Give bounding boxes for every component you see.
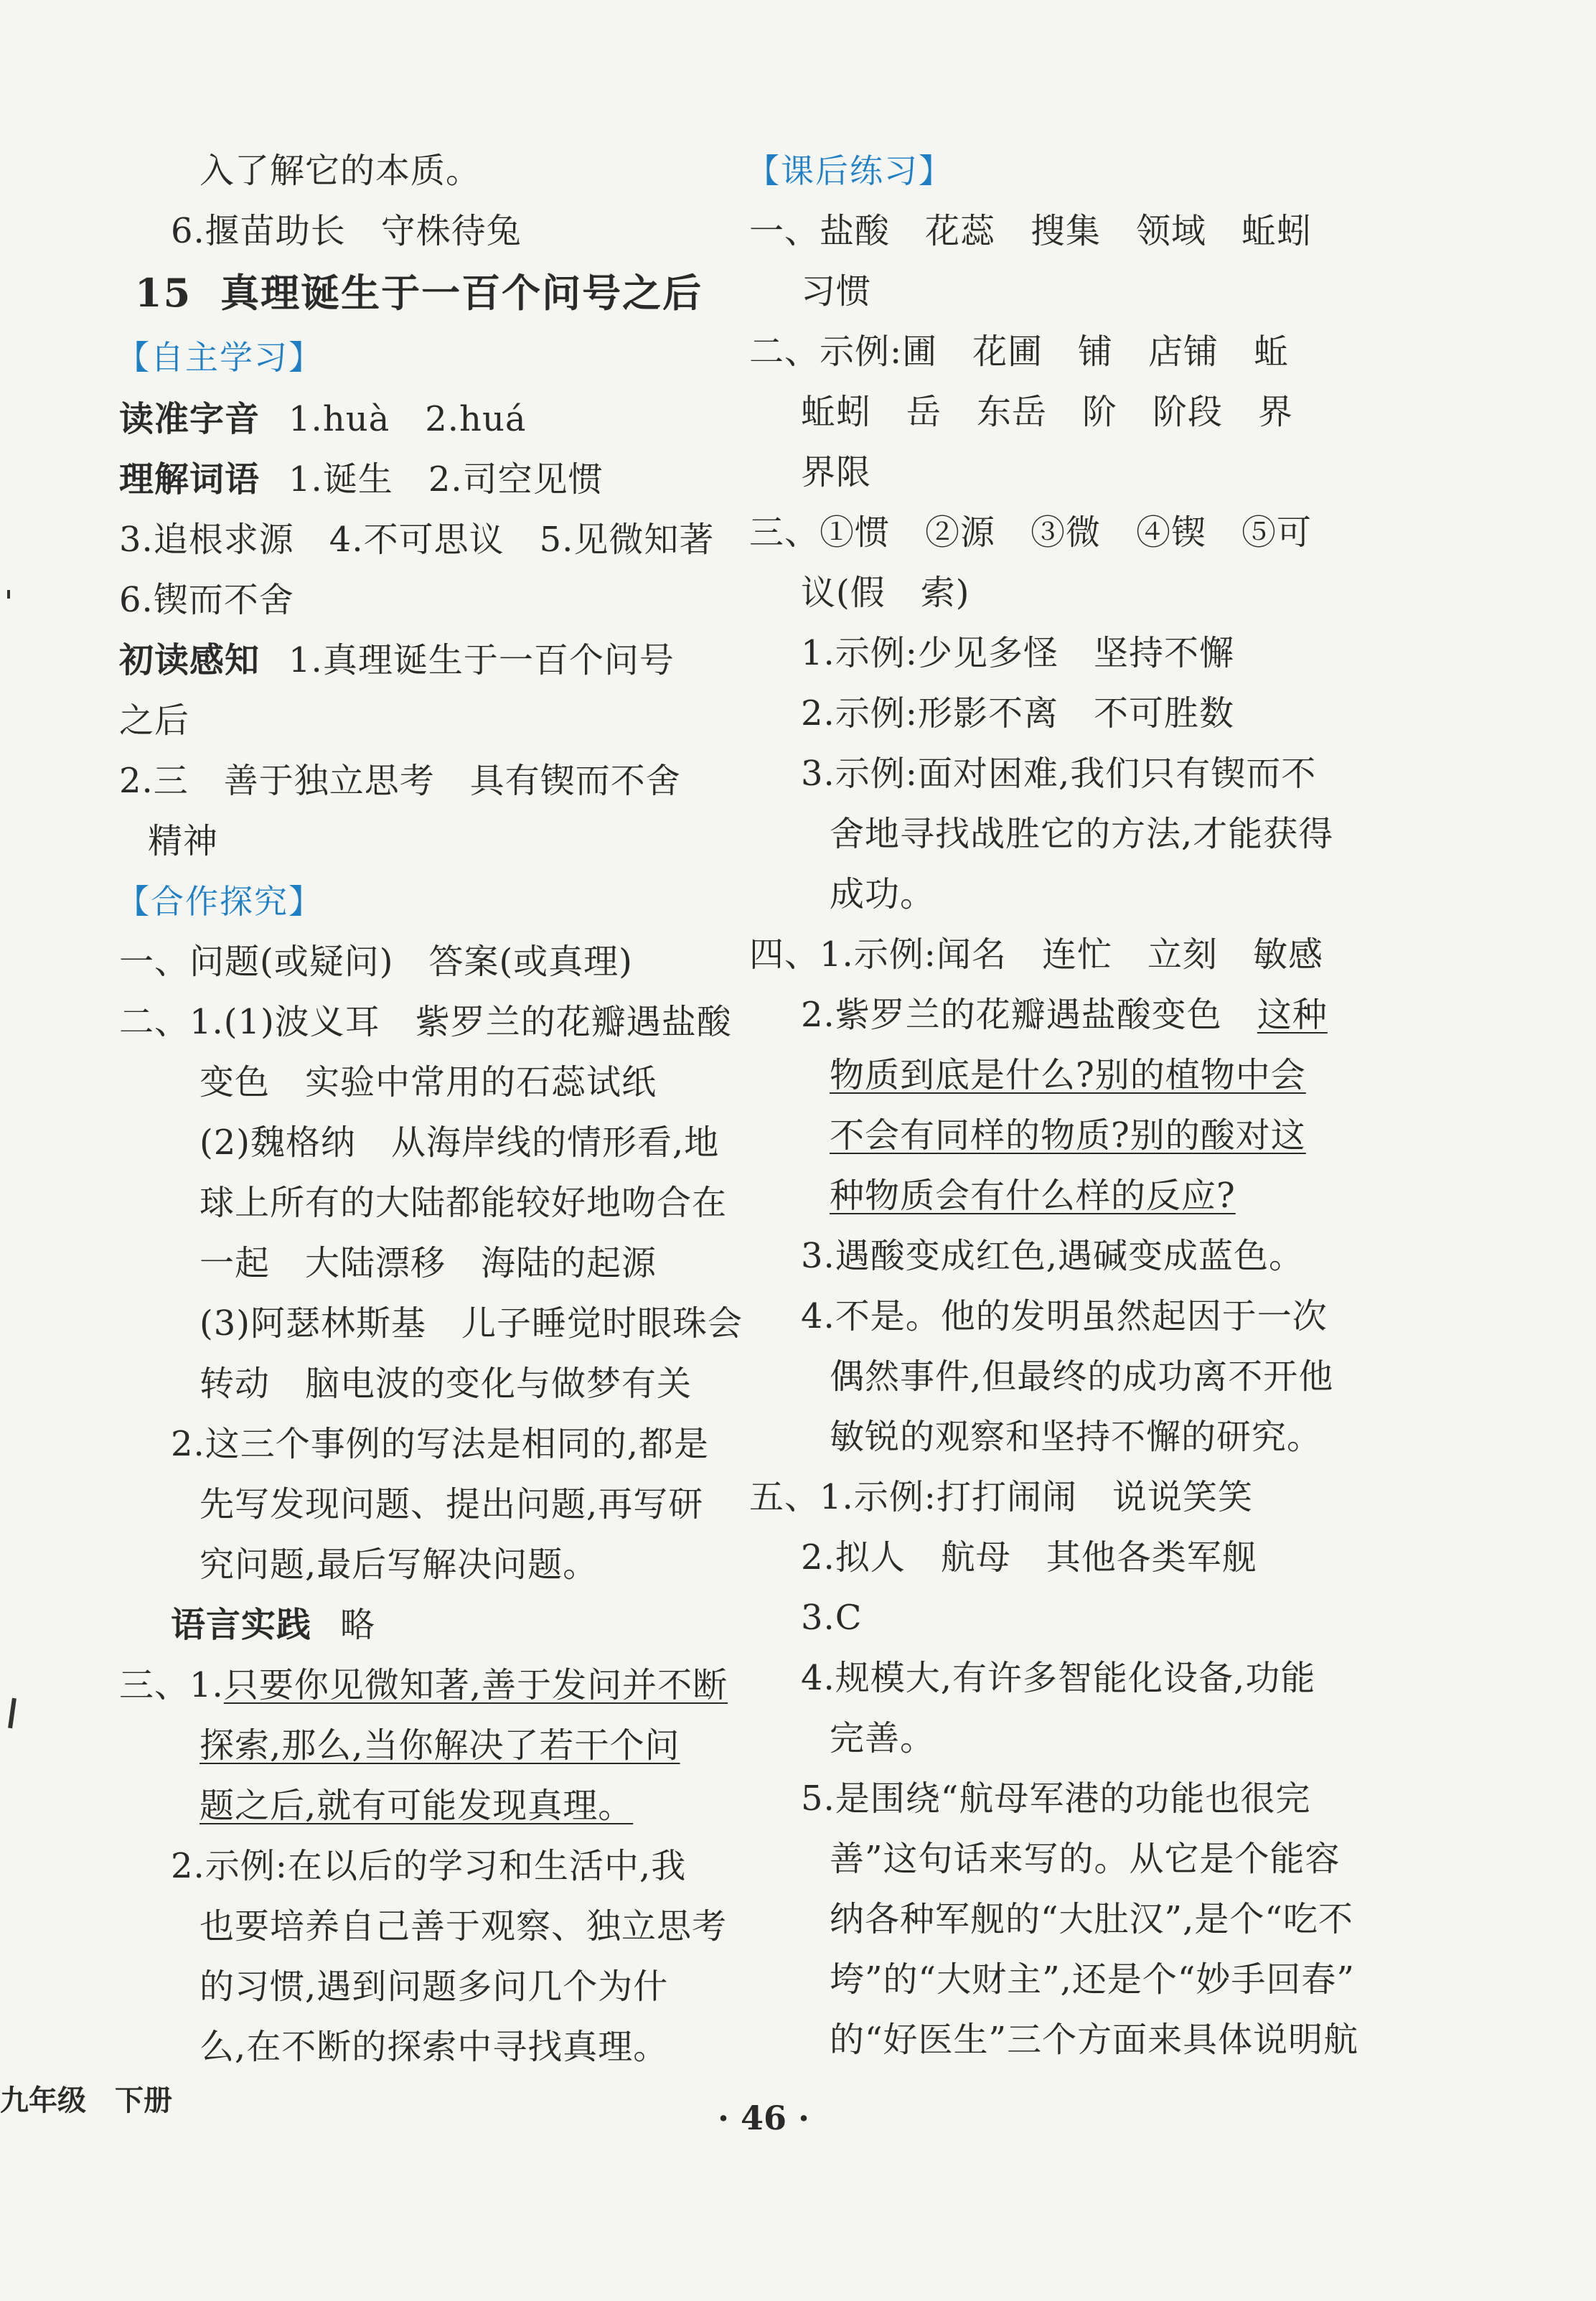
text-line: 2.示例:在以后的学习和生活中,我: [171, 1846, 687, 1886]
scan-mark: [8, 1698, 17, 1728]
item-label: 读准字音: [119, 399, 260, 439]
text-line: 二、示例:圃 花圃 铺 店铺 蚯: [749, 332, 1290, 372]
text-line: 四、1.示例:闻名 连忙 立刻 敏感: [749, 934, 1323, 975]
section-heading-zizhu: 【自主学习】: [116, 338, 323, 377]
item-text: 1.huà 2.huá: [288, 399, 527, 439]
text-line: [119, 1665, 728, 1705]
text-line: [801, 995, 1328, 1035]
section-heading-hezuo: 【合作探究】: [116, 882, 323, 921]
item-label: 理解词语: [119, 459, 260, 500]
text-line: 6.揠苗助长 守株待兔: [171, 211, 522, 251]
text-line: 1.示例:少见多怪 坚持不懈: [801, 633, 1234, 673]
text-line: 变色 实验中常用的石蕊试纸: [200, 1062, 657, 1102]
text-line: 议(假 索): [801, 573, 970, 613]
text-line: 2.示例:形影不离 不可胜数: [801, 693, 1234, 734]
lesson-number: 15: [135, 270, 192, 316]
text-line: 3.C: [801, 1598, 863, 1638]
text-line: 3.遇酸变成红色,遇碱变成蓝色。: [801, 1236, 1305, 1276]
item-text: 1.诞生 2.司空见惯: [288, 459, 604, 500]
text-line: 3.示例:面对困难,我们只有锲而不: [801, 754, 1317, 794]
text-line: 五、1.示例:打打闹闹 说说笑笑: [749, 1477, 1253, 1517]
text-line: 界限: [801, 452, 872, 492]
text-line: 完善。: [830, 1718, 936, 1758]
lesson-heading: [135, 270, 703, 316]
text-line: 习惯: [801, 271, 872, 311]
underlined-answer: 种物质会有什么样的反应?: [830, 1176, 1236, 1216]
text-line: [119, 640, 675, 680]
text-line: (3)阿瑟林斯基 儿子睡觉时眼珠会: [200, 1303, 743, 1344]
text-line: (2)魏格纳 从海岸线的情形看,地: [200, 1123, 720, 1163]
item-label: 语言实践: [171, 1605, 312, 1645]
text-line: 纳各种军舰的“大肚汉”,是个“吃不: [830, 1899, 1353, 1939]
text-line: 二、1.(1)波义耳 紫罗兰的花瓣遇盐酸: [119, 1002, 732, 1042]
underlined-answer: 只要你见微知著,善于发问并不断: [223, 1665, 728, 1705]
text-line: 球上所有的大陆都能较好地吻合在: [200, 1183, 728, 1223]
text-line: 的“好医生”三个方面来具体说明航: [830, 2020, 1359, 2060]
text-line: 2.三 善于独立思考 具有锲而不舍: [119, 761, 681, 801]
text-line: 入了解它的本质。: [200, 151, 482, 191]
item-number: 三、1.: [119, 1665, 224, 1705]
text-line: 垮”的“大财主”,还是个“妙手回春”: [830, 1959, 1355, 2000]
text-line: 的习惯,遇到问题多问几个为什: [200, 1967, 669, 2007]
item-text: 1.真理诞生于一百个问号: [288, 640, 675, 680]
text-line: 2.这三个事例的写法是相同的,都是: [171, 1424, 710, 1464]
lesson-title: 真理诞生于一百个问号之后: [220, 270, 703, 316]
text-line: [171, 1605, 375, 1645]
text-line: 2.拟人 航母 其他各类军舰: [801, 1537, 1257, 1578]
text-line: 4.不是。他的发明虽然起因于一次: [801, 1296, 1328, 1336]
text-line: 蚯蚓 岳 东岳 阶 阶段 界: [801, 392, 1294, 432]
text-line: 5.是围绕“航母军港的功能也很完: [801, 1779, 1311, 1819]
page-number: · 46 ·: [718, 2099, 810, 2137]
underlined-answer: 题之后,就有可能发现真理。: [200, 1786, 634, 1826]
text-line: [119, 459, 604, 500]
text-line: 成功。: [830, 874, 936, 914]
text-line: 6.锲而不舍: [119, 580, 294, 620]
text-line: 一、盐酸 花蕊 搜集 领域 蚯蚓: [749, 211, 1313, 251]
text-line: 善”这句话来写的。从它是个能容: [830, 1839, 1341, 1879]
underlined-answer: 这种: [1257, 995, 1328, 1035]
item-text: 略: [340, 1605, 376, 1645]
text-line: 先写发现问题、提出问题,再写研: [200, 1484, 704, 1524]
underlined-answer: 物质到底是什么?别的植物中会: [830, 1055, 1306, 1095]
text-line: 精神: [148, 821, 219, 861]
text-line: 4.规模大,有许多智能化设备,功能: [801, 1658, 1316, 1698]
text-line: 究问题,最后写解决问题。: [200, 1545, 598, 1585]
text-line: 也要培养自己善于观察、独立思考: [200, 1906, 728, 1946]
grade-label: 九年级 下册: [0, 2084, 172, 2117]
scan-mark: [7, 590, 10, 599]
text-line: 敏锐的观察和坚持不懈的研究。: [830, 1417, 1323, 1457]
text-line: [119, 399, 527, 439]
text-line: 一起 大陆漂移 海陆的起源: [200, 1243, 657, 1283]
text-line: 三、①惯 ②源 ③微 ④锲 ⑤可: [749, 512, 1313, 553]
underlined-answer: 不会有同样的物质?别的酸对这: [830, 1115, 1306, 1156]
text-line: 么,在不断的探索中寻找真理。: [200, 2027, 669, 2067]
text-line: 一、问题(或疑问) 答案(或真理): [119, 942, 633, 982]
text-line: 3.追根求源 4.不可思议 5.见微知著: [119, 520, 715, 560]
item-text: 2.紫罗兰的花瓣遇盐酸变色: [801, 995, 1257, 1035]
text-line: 舍地寻找战胜它的方法,才能获得: [830, 814, 1334, 854]
section-heading-kehou: 【课后练习】: [746, 151, 953, 190]
text-line: 之后: [119, 700, 190, 741]
text-line: 转动 脑电波的变化与做梦有关: [200, 1364, 693, 1404]
item-label: 初读感知: [119, 640, 260, 680]
underlined-answer: 探索,那么,当你解决了若干个问: [200, 1725, 680, 1766]
text-line: 偶然事件,但最终的成功离不开他: [830, 1356, 1334, 1397]
